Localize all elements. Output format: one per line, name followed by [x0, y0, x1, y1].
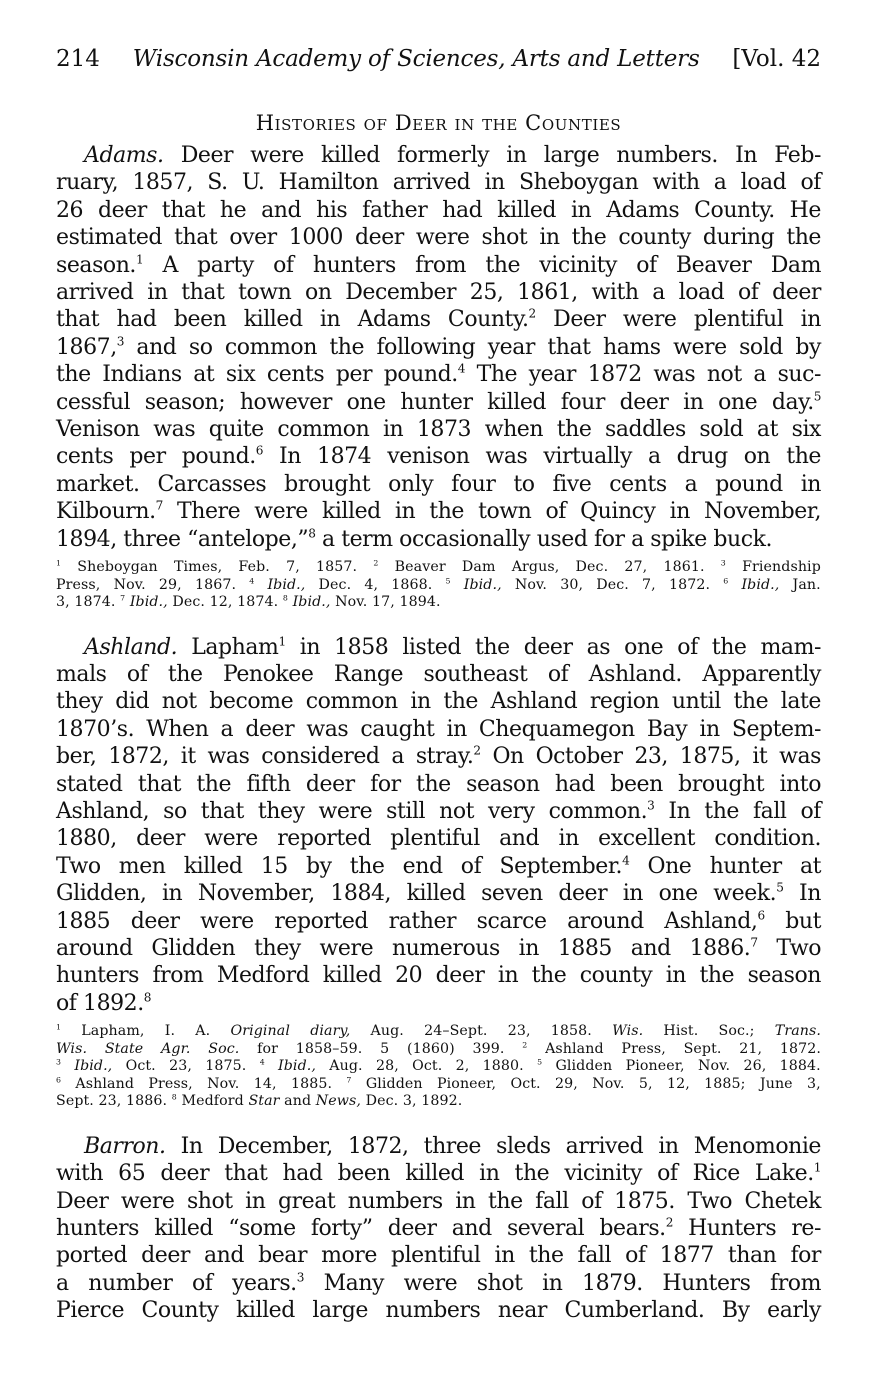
- text-line: the Indians at six cents per pound.$^4$ The year 1872 was not a suc-: [56, 361, 821, 388]
- text-line: mals of the Penokee Range southeast of Ashland. Apparently: [56, 662, 821, 687]
- footnote-line: $^1$ Lapham, I. A. Original diary, Aug. 24–Sept. 23, 1858. Wis. Hist. Soc.; Trans.: [56, 1022, 821, 1040]
- text-line: Adams. Deer were killed formerly in large numbers. In Feb-: [84, 143, 821, 168]
- page-number: 214: [56, 46, 100, 72]
- text-line: with 65 deer that had been killed in the vicinity of Rice Lake.$^1$: [56, 1160, 821, 1187]
- text-line: cessful season; however one hunter killed four deer in one day.$^5$: [56, 389, 821, 415]
- paragraph-barron: [56, 1133, 821, 1325]
- footnotes-adams: [56, 559, 821, 612]
- footnote-line: Sept. 23, 1886. $^8$ Medford Star and News, Dec. 3, 1892.: [56, 1092, 463, 1110]
- text-line: 1885 deer were reported rather scarce around Ashland,$^6$ but: [56, 908, 821, 934]
- volume-label: [Vol. 42: [732, 46, 821, 72]
- text-line: hunters from Medford killed 20 deer in the county in the season: [56, 963, 821, 989]
- journal-title: Wisconsin Academy of Sciences, Arts and Letters: [132, 46, 700, 72]
- text-line: Glidden, in November, 1884, killed seven deer in one week.$^5$ In: [56, 880, 821, 907]
- footnote-line: Press, Nov. 29, 1867. $^4$ Ibid., Dec. 4, 1868. $^5$ Ibid., Nov. 30, Dec. 7, 1872. $^6$ Ibid., Jan.: [56, 576, 821, 593]
- text-line: a number of years.$^3$ Many were shot in 1879. Hunters from: [56, 1270, 821, 1296]
- section-title: [56, 110, 821, 136]
- county-name: Barron.: [84, 1133, 166, 1159]
- text-line: that had been killed in Adams County.$^2$ Deer were plentiful in: [56, 306, 821, 333]
- text-line: ruary, 1857, S. U. Hamilton arrived in Sheboygan with a load of: [56, 170, 821, 196]
- text-line: ported deer and bear more plentiful in the fall of 1877 than for: [56, 1243, 821, 1269]
- text-line: 1894, three “antelope,”$^8$ a term occasionally used for a spike buck.: [56, 526, 773, 552]
- county-name: Adams.: [84, 143, 164, 168]
- paragraph-adams: [56, 142, 821, 553]
- section-title-text: Histories of Deer in the Counties: [255, 111, 622, 135]
- running-head: [56, 44, 821, 74]
- text-line: Venison was quite common in 1873 when the saddles sold at six: [56, 417, 821, 443]
- text-line: Ashland, so that they were still not very common.$^3$ In the fall of: [56, 798, 821, 825]
- text-line: 26 deer that he and his father had killed in Adams County. He: [56, 197, 821, 223]
- footnotes-ashland: [56, 1023, 821, 1111]
- text-line: ber, 1872, it was considered a stray.$^2$ On October 23, 1875, it was: [56, 743, 821, 770]
- text-line: they did not become common in the Ashland region until the late: [56, 689, 821, 715]
- text-line: market. Carcasses brought only four to five cents a pound in: [56, 471, 821, 497]
- text-line: Barron. In December, 1872, three sleds arrived in Menomonie: [84, 1133, 821, 1159]
- text-line: stated that the fifth deer for the season had been brought into: [56, 771, 821, 797]
- text-line: Deer were shot in great numbers in the fall of 1875. Two Chetek: [56, 1188, 821, 1214]
- text-line: of 1892.$^8$: [56, 990, 152, 1016]
- text-line: season.$^1$ A party of hunters from the vicinity of Beaver Dam: [56, 252, 821, 278]
- paragraph-ashland: [56, 634, 821, 1018]
- footnote-line: 3, 1874. $^7$ Ibid., Dec. 12, 1874. $^8$ Ibid., Nov. 17, 1894.: [56, 593, 441, 611]
- text-line: 1880, deer were reported plentiful and in excellent condition.: [56, 826, 821, 852]
- text-line: Kilbourn.$^7$ There were killed in the town of Quincy in November,: [56, 498, 821, 525]
- footnote-line: $^3$ Ibid., Oct. 23, 1875. $^4$ Ibid., Aug. 28, Oct. 2, 1880. $^5$ Glidden Pioneer, Nov. 26, 1884.: [56, 1057, 821, 1075]
- footnote-line: $^1$ Sheboygan Times, Feb. 7, 1857. $^2$ Beaver Dam Argus, Dec. 27, 1861. $^3$ Friendship: [56, 558, 821, 576]
- text-line: around Glidden they were numerous in 1885 and 1886.$^7$ Two: [56, 935, 821, 962]
- text-line: estimated that over 1000 deer were shot in the county during the: [56, 225, 821, 251]
- text-line: 1867,$^3$ and so common the following year that hams were sold by: [56, 334, 821, 360]
- footnote-line: $^6$ Ashland Press, Nov. 14, 1885. $^7$ Glidden Pioneer, Oct. 29, Nov. 5, 12, 1885; June 3,: [56, 1075, 821, 1092]
- footnote-line: Wis. State Agr. Soc. for 1858–59. 5 (1860) 399. $^2$ Ashland Press, Sept. 21, 1872.: [56, 1040, 821, 1057]
- text-line: Ashland. Lapham$^1$ in 1858 listed the deer as one of the mam-: [84, 634, 821, 660]
- text-line: Pierce County killed large numbers near Cumberland. By early: [56, 1298, 821, 1324]
- text-line: 1870’s. When a deer was caught in Chequamegon Bay in Septem-: [56, 716, 821, 742]
- text-line: arrived in that town on December 25, 1861, with a load of deer: [56, 280, 821, 306]
- text-line: cents per pound.$^6$ In 1874 venison was virtually a drug on the: [56, 444, 821, 470]
- text-line: hunters killed “some forty” deer and several bears.$^2$ Hunters re-: [56, 1215, 821, 1241]
- county-name: Ashland.: [84, 634, 178, 660]
- text-line: Two men killed 15 by the end of September.$^4$ One hunter at: [56, 853, 821, 879]
